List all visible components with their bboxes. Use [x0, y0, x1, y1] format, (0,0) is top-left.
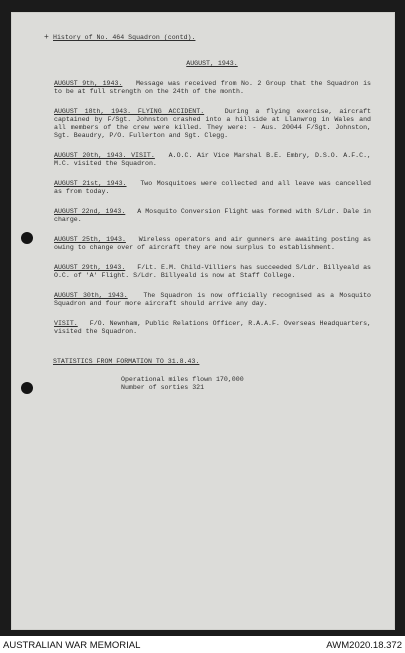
diary-entry	[54, 264, 371, 280]
entry-text: The Squadron is now officially recognised as a Mosquito Squadron and four more aircraft should arrive any day.	[54, 292, 371, 307]
entry-text: Wireless operators and air gunners are awaiting posting as owing to change over of aircraft they are now surplus to establishment.	[54, 236, 371, 251]
entry-heading: VISIT.	[54, 320, 78, 327]
diary-entry	[54, 292, 371, 308]
diary-entry	[54, 208, 371, 224]
entry-heading: AUGUST 25th, 1943.	[54, 236, 126, 243]
entry-text: A.O.C. Air Vice Marshal B.E. Embry, D.S.O. A.F.C., M.C. visited the Squadron.	[54, 152, 371, 167]
statistics-line: Number of sorties 321	[121, 384, 205, 391]
punch-hole-upper	[21, 232, 33, 244]
diary-entry	[54, 180, 371, 196]
entry-text: F/Lt. E.M. Child-Villiers has succeeded S/Ldr. Billyeald as O.C. of 'A' Flight. S/Ldr. Billyeald is now at Staff College.	[54, 264, 371, 279]
statistics-title: STATISTICS FROM FORMATION TO 31.8.43.	[53, 358, 200, 365]
entries-list	[53, 80, 371, 336]
entry-heading: AUGUST 20th, 1943. VISIT.	[54, 152, 155, 159]
diary-entry	[54, 152, 371, 168]
entry-text: During a flying exercise, aircraft captained by F/Sgt. Johnston crashed into a hillside at Llanwrog in Wales and all members of the crew were killed. They were: - Aus. 20044 F/Sgt. Johnston, Sgt. Beaudry, P/O. Fullerton and Sgt. Clegg.	[54, 108, 371, 139]
entry-heading: AUGUST 30th, 1943.	[54, 292, 128, 299]
entry-text: Two Mosquitoes were collected and all leave was cancelled as from today.	[54, 180, 371, 195]
entry-heading: AUGUST 9th, 1943.	[54, 80, 123, 87]
entry-text: Message was received from No. 2 Group that the Squadron is to be at full strength on the 24th of the month.	[54, 80, 371, 95]
entry-text: F/O. Newnham, Public Relations Officer, R.A.A.F. Overseas Headquarters, visited the Squadron.	[54, 320, 371, 335]
entry-heading: AUGUST 29th, 1943.	[54, 264, 126, 271]
entry-heading: AUGUST 21st, 1943.	[54, 180, 127, 187]
statistics-line: Operational miles flown 170,000	[121, 376, 244, 383]
footer-accession-number: AWM2020.18.372	[326, 640, 402, 651]
punch-hole-lower	[21, 382, 33, 394]
entry-heading: AUGUST 18th, 1943. FLYING ACCIDENT.	[54, 108, 205, 115]
document-header: History of No. 464 Squadron (contd).	[53, 34, 196, 41]
entry-text: A Mosquito Conversion Flight was formed with S/Ldr. Dale in charge.	[54, 208, 371, 223]
diary-entry	[54, 108, 371, 140]
month-heading: AUGUST, 1943.	[186, 60, 238, 67]
margin-mark: +	[44, 33, 49, 42]
statistics-block	[121, 376, 371, 392]
document-body	[44, 33, 371, 392]
footer-institution: AUSTRALIAN WAR MEMORIAL	[3, 640, 141, 651]
diary-entry	[54, 236, 371, 252]
entry-heading: AUGUST 22nd, 1943.	[54, 208, 126, 215]
diary-entry	[54, 80, 371, 96]
diary-entry	[54, 320, 371, 336]
